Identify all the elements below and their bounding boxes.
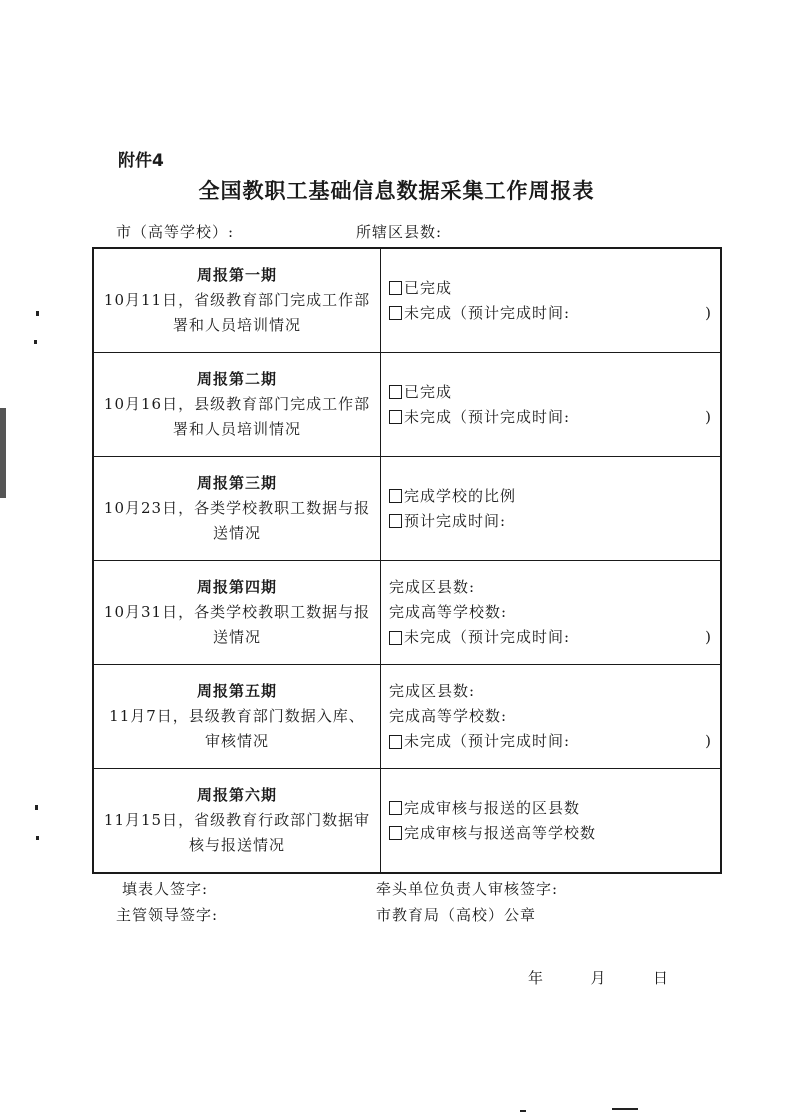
status-option-text: 未完成（预计完成时间: xyxy=(404,407,571,426)
status-option-text: 未完成（预计完成时间: xyxy=(404,628,571,646)
period-title: 周报第六期 xyxy=(196,786,277,804)
period-cell xyxy=(94,249,381,352)
period-title: 周报第三期 xyxy=(196,474,277,492)
status-option-text: 已完成 xyxy=(404,278,453,297)
report-row xyxy=(94,249,720,353)
status-option-text: 完成审核与报送的区县数 xyxy=(404,798,581,817)
status-option-text: 完成区县数: xyxy=(389,578,476,596)
closing-parenthesis: ) xyxy=(705,628,712,646)
date-line xyxy=(528,967,668,988)
status-cell xyxy=(381,769,720,872)
city-school-label: 市（高等学校）: xyxy=(116,223,235,241)
period-title: 周报第一期 xyxy=(196,266,277,284)
checkbox[interactable] xyxy=(389,281,402,295)
status-option xyxy=(389,575,714,600)
status-option xyxy=(389,380,714,405)
period-cell xyxy=(94,457,381,560)
status-option xyxy=(389,301,714,326)
scan-artifact-edge xyxy=(520,1110,526,1112)
period-description: 10月23日，各类学校教职工数据与报送情况 xyxy=(103,499,371,542)
period-title: 周报第五期 xyxy=(196,682,277,700)
status-option xyxy=(389,600,714,625)
scan-artifact-dot xyxy=(36,836,39,840)
period-cell xyxy=(94,769,381,872)
status-option xyxy=(389,625,714,650)
checkbox[interactable] xyxy=(389,306,402,320)
date-day: 日 xyxy=(652,969,668,987)
date-month: 月 xyxy=(590,969,606,987)
status-cell xyxy=(381,249,720,352)
official-seal-label: 市教育局（高校）公章 xyxy=(376,906,537,924)
closing-parenthesis: ) xyxy=(705,303,712,322)
period-title: 周报第二期 xyxy=(196,370,277,388)
attachment-label: 附件4 xyxy=(118,151,164,171)
status-option xyxy=(389,276,714,301)
status-option xyxy=(389,405,714,430)
report-row xyxy=(94,457,720,561)
period-cell xyxy=(94,561,381,664)
closing-parenthesis: ) xyxy=(705,407,712,426)
status-cell xyxy=(381,665,720,768)
checkbox[interactable] xyxy=(389,385,402,399)
status-option xyxy=(389,729,714,754)
county-count-label: 所辖区县数: xyxy=(356,223,443,241)
period-description: 10月16日，县级教育部门完成工作部署和人员培训情况 xyxy=(103,395,371,438)
closing-parenthesis: ) xyxy=(705,732,712,750)
status-cell xyxy=(381,353,720,456)
status-option xyxy=(389,821,714,846)
status-option xyxy=(389,679,714,704)
status-option xyxy=(389,509,714,534)
period-description: 11月15日，省级教育行政部门数据审核与报送情况 xyxy=(103,811,371,854)
scan-artifact-edge xyxy=(612,1108,638,1110)
checkbox[interactable] xyxy=(389,631,402,645)
status-option-text: 已完成 xyxy=(404,382,453,401)
period-cell xyxy=(94,353,381,456)
status-cell xyxy=(381,457,720,560)
period-description: 11月7日，县级教育部门数据入库、审核情况 xyxy=(109,707,365,750)
period-cell xyxy=(94,665,381,768)
period-title: 周报第四期 xyxy=(196,578,277,596)
status-option-text: 完成审核与报送高等学校数 xyxy=(404,823,597,842)
report-row xyxy=(94,561,720,665)
checkbox[interactable] xyxy=(389,514,402,528)
date-year: 年 xyxy=(528,969,544,987)
weekly-report-table xyxy=(92,247,722,874)
scan-artifact-dot xyxy=(35,805,38,810)
checkbox[interactable] xyxy=(389,826,402,840)
status-option xyxy=(389,484,714,509)
status-option xyxy=(389,704,714,729)
status-option-text: 完成区县数: xyxy=(389,682,476,700)
status-option-text: 预计完成时间: xyxy=(404,511,507,530)
status-option-text: 完成高等学校数: xyxy=(389,707,508,725)
scan-artifact-edge xyxy=(0,408,6,498)
checkbox[interactable] xyxy=(389,489,402,503)
checkbox[interactable] xyxy=(389,735,402,749)
report-row xyxy=(94,769,720,872)
report-row xyxy=(94,353,720,457)
checkbox[interactable] xyxy=(389,410,402,424)
status-cell xyxy=(381,561,720,664)
status-option xyxy=(389,796,714,821)
status-option-text: 完成学校的比例 xyxy=(404,486,517,505)
status-option-text: 未完成（预计完成时间: xyxy=(404,303,571,322)
scan-artifact-dot xyxy=(36,311,39,316)
document-title: 全国教职工基础信息数据采集工作周报表 xyxy=(198,178,595,203)
period-description: 10月31日，各类学校教职工数据与报送情况 xyxy=(103,603,371,646)
filler-signature-label: 填表人签字: xyxy=(122,880,209,898)
status-option-text: 未完成（预计完成时间: xyxy=(404,732,571,750)
report-row xyxy=(94,665,720,769)
status-option-text: 完成高等学校数: xyxy=(389,603,508,621)
lead-unit-signature-label: 牵头单位负责人审核签字: xyxy=(376,880,559,898)
scan-artifact-dot xyxy=(34,340,37,344)
period-description: 10月11日，省级教育部门完成工作部署和人员培训情况 xyxy=(103,291,371,334)
leader-signature-label: 主管领导签字: xyxy=(116,906,219,924)
checkbox[interactable] xyxy=(389,801,402,815)
